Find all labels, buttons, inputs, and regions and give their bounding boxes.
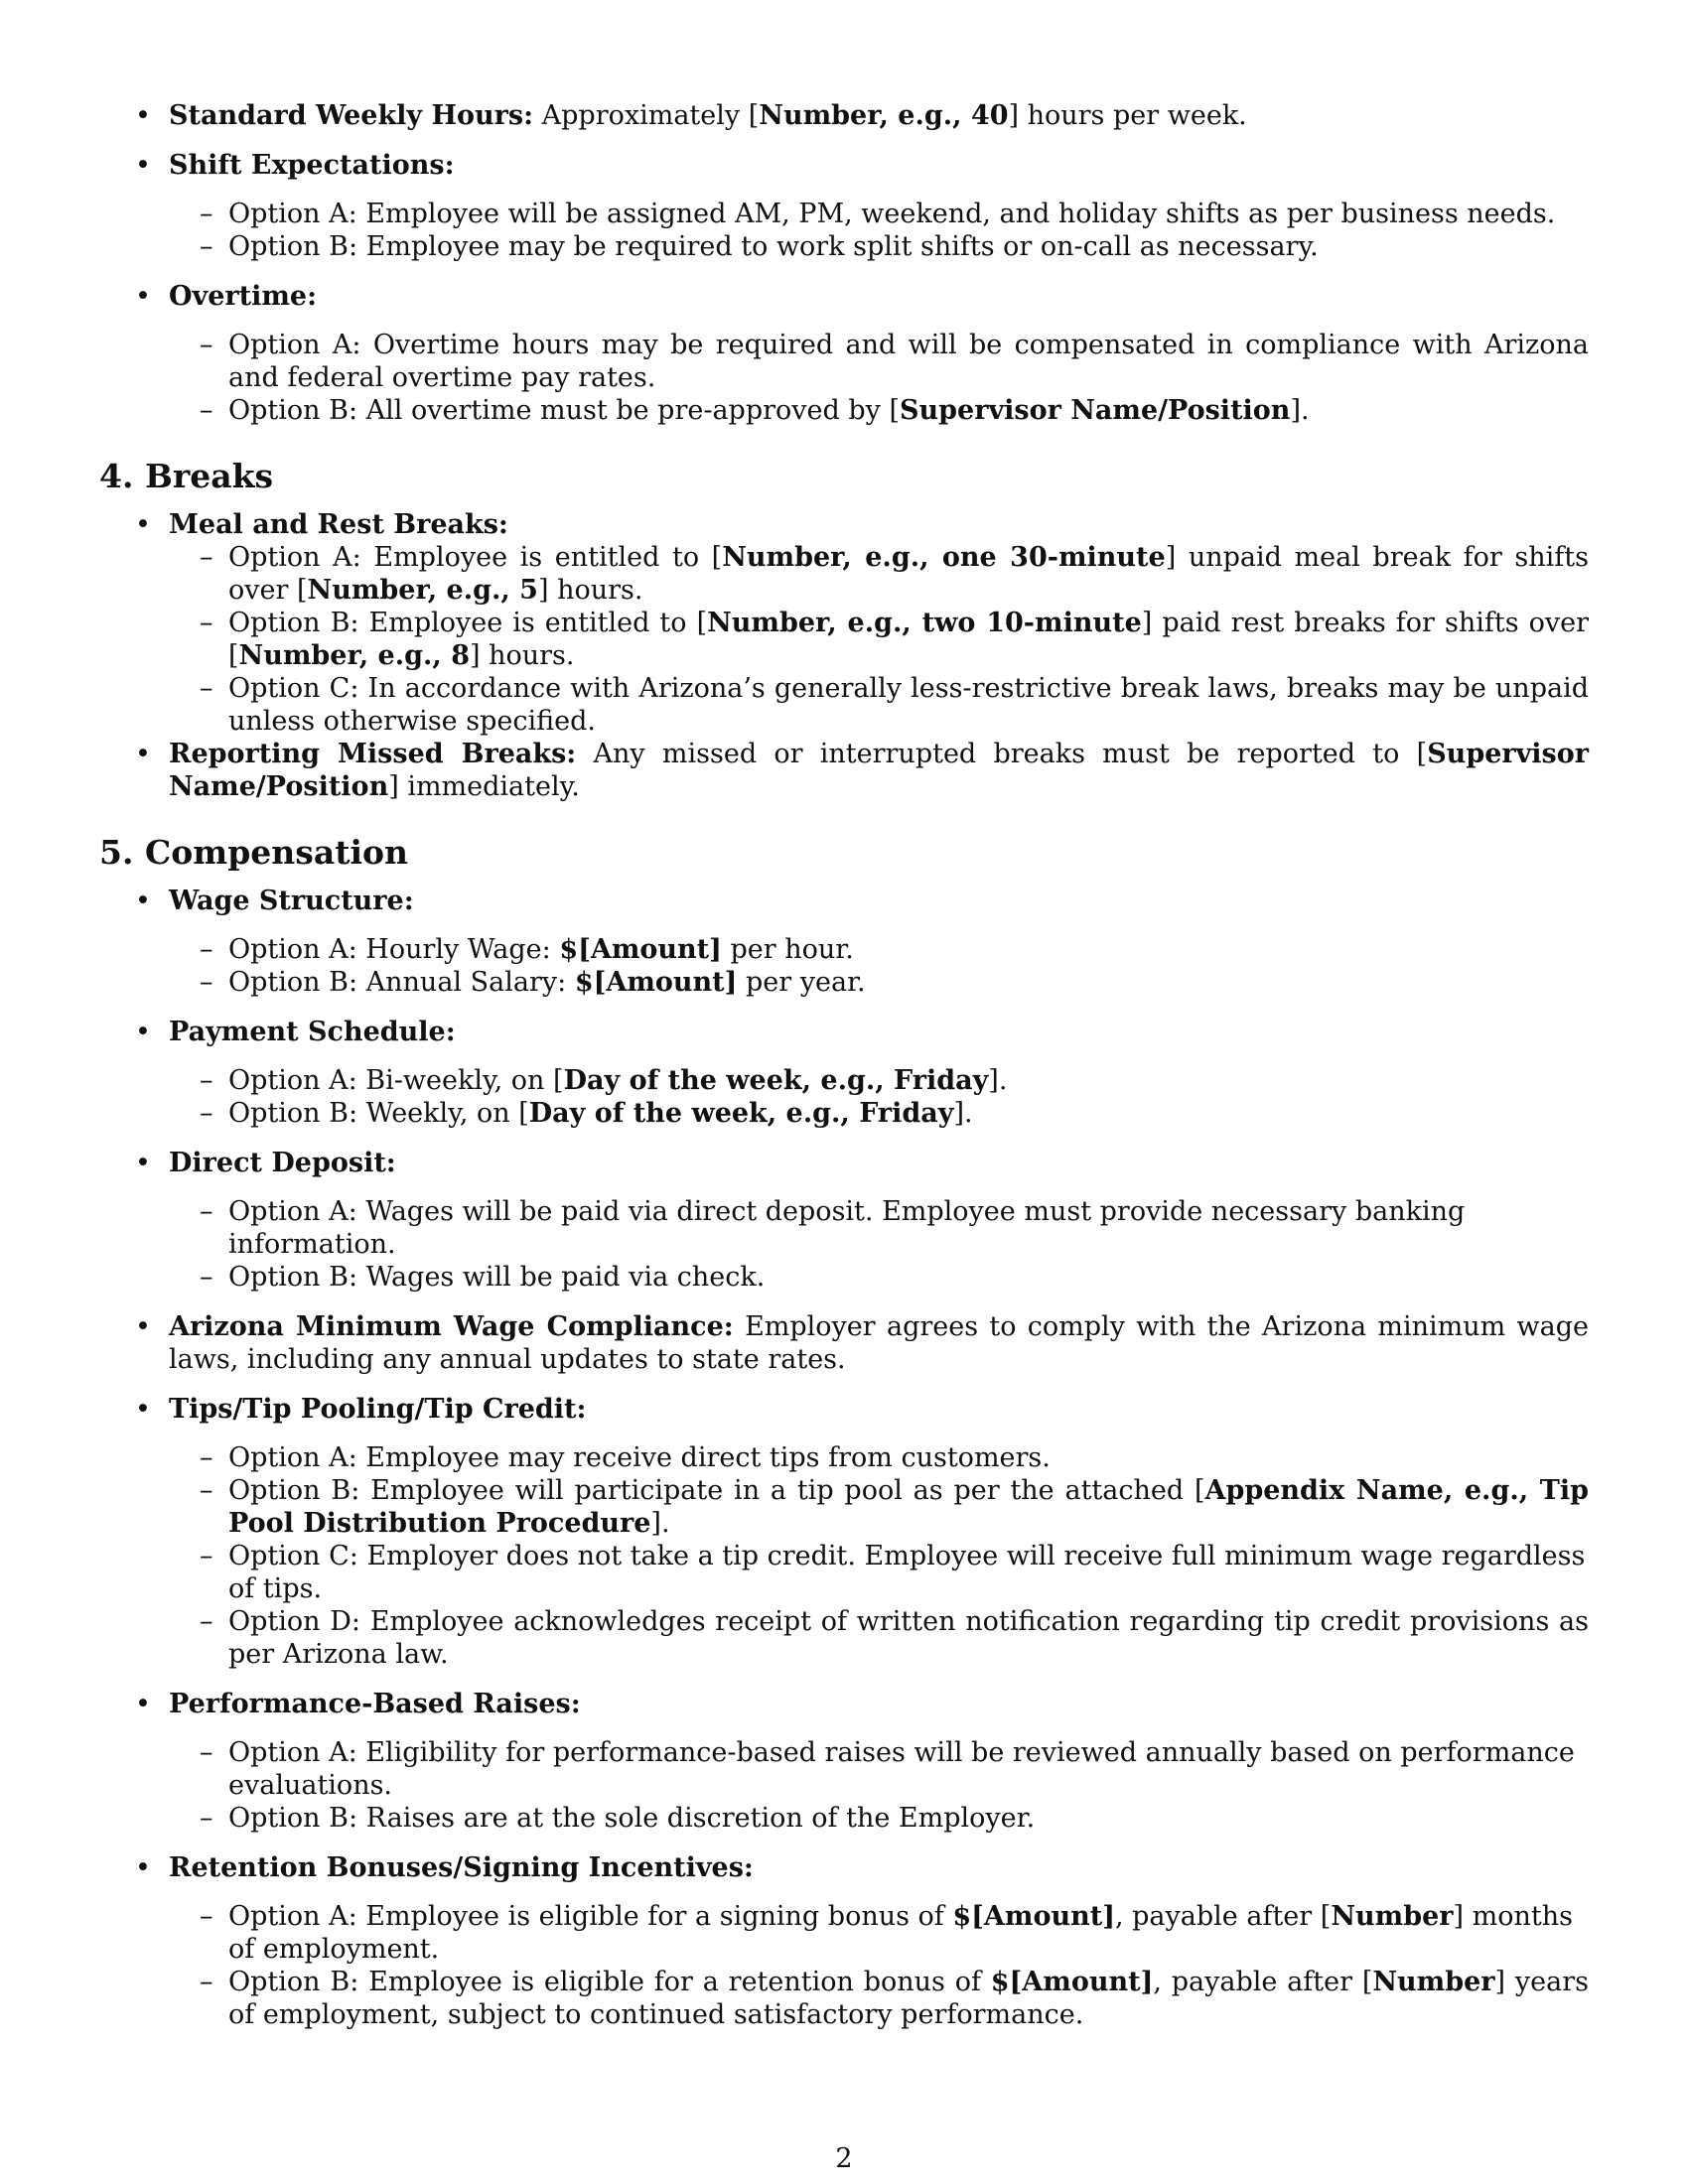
document-page bbox=[99, 99, 1589, 2048]
meal-option-b-placeholder-2: Number, e.g., 8 bbox=[238, 640, 470, 671]
tips-option-a: – Option A: Employee may receive direct tips from customers. bbox=[169, 1441, 1589, 1474]
schedule-option-a-placeholder: Day of the week, e.g., Friday bbox=[563, 1065, 989, 1096]
direct-deposit-label: Direct Deposit: bbox=[169, 1148, 396, 1178]
meal-option-a-text: Option A: Employee is entitled to [ bbox=[228, 542, 723, 573]
tips-label: Tips/Tip Pooling/Tip Credit: bbox=[169, 1394, 587, 1425]
bonus-option-a-placeholder-1: $[Amount] bbox=[952, 1901, 1115, 1932]
tips-option-c: – Option C: Employer does not take a tip credit. Employee will receive full minimum wage regardless of tips. bbox=[169, 1540, 1589, 1605]
overtime-option-b bbox=[169, 394, 1589, 427]
schedule-option-b bbox=[169, 1097, 1589, 1130]
direct-deposit-options bbox=[169, 1195, 1589, 1294]
meal-option-a-text-mid: ] unpaid meal break for shifts over [ bbox=[228, 542, 1590, 606]
schedule-option-a-text-end: ]. bbox=[988, 1065, 1008, 1096]
wage-option-a-text-end: per hour. bbox=[721, 934, 854, 965]
list-item-bonuses bbox=[99, 1851, 1589, 2031]
minimum-wage-label: Arizona Minimum Wage Compliance: bbox=[169, 1311, 734, 1342]
overtime-option-b-placeholder: Supervisor Name/Position bbox=[900, 395, 1291, 426]
raises-option-a: – Option A: Eligibility for performance-based raises will be reviewed annually based on performance evaluations. bbox=[169, 1736, 1589, 1802]
shift-options bbox=[169, 198, 1589, 263]
tips-option-b-text: Option B: Employee will participate in a tip pool as per the attached [ bbox=[228, 1475, 1205, 1506]
wage-option-a bbox=[169, 933, 1589, 966]
bonus-option-a-text-mid: , payable after [ bbox=[1114, 1901, 1332, 1932]
tips-option-d: – Option D: Employee acknowledges receipt of written notification regarding tip credit provisions as per Arizona law. bbox=[169, 1605, 1589, 1671]
wage-option-b-placeholder: $[Amount] bbox=[574, 967, 738, 998]
bonus-option-b-text-end: ] years of employment, subject to continued satisfactory performance. bbox=[228, 1967, 1589, 2030]
schedule-option-a-text: Option A: Bi-weekly, on [ bbox=[228, 1065, 564, 1096]
tips-option-b bbox=[169, 1474, 1589, 1540]
list-item-shift-expectations bbox=[99, 149, 1589, 263]
meal-option-b-text: Option B: Employee is entitled to [ bbox=[228, 608, 708, 638]
deposit-option-b: – Option B: Wages will be paid via check. bbox=[169, 1261, 1589, 1294]
shift-option-b: – Option B: Employee may be required to work split shifts or on-call as necessary. bbox=[169, 230, 1589, 263]
bonus-option-a-text-end: ] months of employment. bbox=[228, 1901, 1573, 1965]
missed-breaks-text-end: ] immediately. bbox=[388, 771, 580, 802]
overtime-option-b-text: Option B: All overtime must be pre-approved by [ bbox=[228, 395, 901, 426]
bonus-option-b bbox=[169, 1966, 1589, 2031]
missed-breaks-placeholder: Supervisor Name/Position bbox=[169, 739, 1589, 802]
overtime-label: Overtime: bbox=[169, 281, 318, 312]
meal-option-b-placeholder-1: Number, e.g., two 10-minute bbox=[707, 608, 1142, 638]
meal-option-c: – Option C: In accordance with Arizona’s generally less-restrictive break laws, breaks may be unpaid unless otherwise specified. bbox=[169, 672, 1589, 738]
bonus-options bbox=[169, 1900, 1589, 2031]
wage-structure-label: Wage Structure: bbox=[169, 886, 414, 916]
section-number: 4. bbox=[99, 457, 134, 495]
minimum-wage-text: Employer agrees to comply with the Arizona minimum wage laws, including any annual updates to state rates. bbox=[169, 1311, 1589, 1375]
bonus-option-a-placeholder-2: Number bbox=[1331, 1901, 1454, 1932]
wage-options bbox=[169, 933, 1589, 999]
weekly-hours-text-end: ] hours per week. bbox=[1008, 100, 1247, 131]
bonus-option-a bbox=[169, 1900, 1589, 1966]
meal-option-b bbox=[169, 607, 1589, 672]
list-item-wage-structure bbox=[99, 885, 1589, 999]
bonus-option-a-text: Option A: Employee is eligible for a signing bonus of bbox=[228, 1901, 953, 1932]
list-item-meal-rest-breaks bbox=[99, 508, 1589, 738]
section-title: Compensation bbox=[145, 833, 408, 872]
meal-option-a-text-end: ] hours. bbox=[537, 575, 643, 606]
hours-list bbox=[99, 99, 1589, 427]
performance-raises-label: Performance-Based Raises: bbox=[169, 1689, 581, 1719]
meal-option-a-placeholder-1: Number, e.g., one 30-minute bbox=[722, 542, 1166, 573]
weekly-hours-placeholder: Number, e.g., 40 bbox=[759, 100, 1009, 131]
schedule-option-b-placeholder: Day of the week, e.g., Friday bbox=[528, 1098, 954, 1129]
meal-option-a-placeholder-2: Number, e.g., 5 bbox=[307, 575, 538, 606]
section-heading-compensation bbox=[99, 833, 1589, 873]
tips-option-b-placeholder: Appendix Name, e.g., Tip Pool Distribution Procedure bbox=[228, 1475, 1589, 1539]
list-item-minimum-wage bbox=[99, 1310, 1589, 1376]
missed-breaks-label: Reporting Missed Breaks: bbox=[169, 739, 577, 769]
wage-option-a-placeholder: $[Amount] bbox=[559, 934, 722, 965]
section-title: Breaks bbox=[145, 457, 274, 495]
overtime-options bbox=[169, 329, 1589, 427]
section-heading-breaks bbox=[99, 457, 1589, 496]
missed-breaks-text: Any missed or interrupted breaks must be reported to [ bbox=[593, 739, 1428, 769]
bonus-option-b-placeholder-1: $[Amount] bbox=[990, 1967, 1154, 1997]
tips-options bbox=[169, 1441, 1589, 1671]
bonus-option-b-placeholder-2: Number bbox=[1372, 1967, 1495, 1997]
wage-option-a-text: Option A: Hourly Wage: bbox=[228, 934, 560, 965]
compensation-list bbox=[99, 885, 1589, 2031]
payment-schedule-options bbox=[169, 1064, 1589, 1130]
overtime-option-a: – Option A: Overtime hours may be required and will be compensated in compliance with Arizona and federal overtime pay rates. bbox=[169, 329, 1589, 394]
schedule-option-a bbox=[169, 1064, 1589, 1097]
weekly-hours-text: Approximately [ bbox=[541, 100, 760, 131]
shift-expectations-label: Shift Expectations: bbox=[169, 150, 455, 181]
shift-option-a: – Option A: Employee will be assigned AM, PM, weekend, and holiday shifts as per business needs. bbox=[169, 198, 1589, 230]
list-item-reporting-missed-breaks bbox=[99, 738, 1589, 803]
wage-option-b-text-end: per year. bbox=[737, 967, 866, 998]
schedule-option-b-text-end: ]. bbox=[953, 1098, 973, 1129]
overtime-option-b-end: ]. bbox=[1290, 395, 1310, 426]
list-item-overtime bbox=[99, 280, 1589, 427]
deposit-option-a: – Option A: Wages will be paid via direct deposit. Employee must provide necessary banking information. bbox=[169, 1195, 1589, 1261]
list-item-performance-raises bbox=[99, 1688, 1589, 1835]
bonuses-label: Retention Bonuses/Signing Incentives: bbox=[169, 1852, 754, 1883]
payment-schedule-label: Payment Schedule: bbox=[169, 1017, 456, 1047]
wage-option-b bbox=[169, 966, 1589, 999]
breaks-list bbox=[99, 508, 1589, 803]
raises-options bbox=[169, 1736, 1589, 1835]
bonus-option-b-text: Option B: Employee is eligible for a retention bonus of bbox=[228, 1967, 991, 1997]
list-item-tips bbox=[99, 1393, 1589, 1671]
list-item-payment-schedule bbox=[99, 1016, 1589, 1130]
meal-option-a bbox=[169, 541, 1589, 607]
meal-rest-label: Meal and Rest Breaks: bbox=[169, 509, 508, 540]
schedule-option-b-text: Option B: Weekly, on [ bbox=[228, 1098, 529, 1129]
wage-option-b-text: Option B: Annual Salary: bbox=[228, 967, 575, 998]
section-number: 5. bbox=[99, 833, 134, 872]
bonus-option-b-text-mid: , payable after [ bbox=[1153, 1967, 1373, 1997]
meal-option-b-text-mid: ] paid rest breaks for shifts over [ bbox=[228, 608, 1589, 671]
page-number: 2 bbox=[835, 2143, 853, 2174]
raises-option-b: – Option B: Raises are at the sole discretion of the Employer. bbox=[169, 1802, 1589, 1835]
list-item-weekly-hours bbox=[99, 99, 1589, 132]
tips-option-b-text-end: ]. bbox=[650, 1508, 670, 1539]
list-item-direct-deposit bbox=[99, 1147, 1589, 1294]
meal-option-b-text-end: ] hours. bbox=[470, 640, 575, 671]
weekly-hours-label: Standard Weekly Hours: bbox=[169, 100, 534, 131]
meal-rest-options bbox=[169, 541, 1589, 738]
